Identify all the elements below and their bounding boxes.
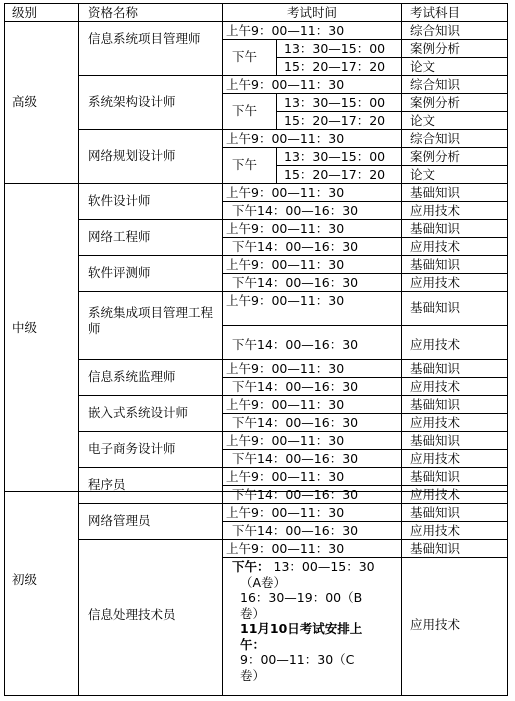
time-morning: 上午9：00—11：30 bbox=[226, 77, 345, 92]
subject-applied: 应用技术 bbox=[410, 415, 461, 430]
qualification-divider bbox=[78, 255, 508, 256]
time-morning: 上午9：00—11：30 bbox=[226, 397, 345, 412]
row-divider bbox=[276, 57, 508, 58]
qualification-name: 网络规划设计师 bbox=[88, 148, 176, 163]
qualification-divider bbox=[78, 431, 508, 432]
time-morning: 上午9：00—11：30 bbox=[226, 293, 345, 308]
subject-applied: 应用技术 bbox=[410, 203, 461, 218]
level-senior: 高级 bbox=[12, 94, 38, 109]
time-morning: 上午9：00—11：30 bbox=[226, 257, 345, 272]
qualification-divider bbox=[78, 395, 508, 396]
time-afternoon: 下午14：00—16：30 bbox=[232, 487, 359, 502]
table-bottom-border bbox=[4, 695, 508, 696]
qualification-name: 系统架构设计师 bbox=[88, 94, 176, 109]
session-a-paper: （A卷） bbox=[240, 574, 287, 590]
session-c-time: 9：00—11：30（C bbox=[240, 652, 355, 667]
header-divider bbox=[4, 21, 508, 22]
subject-case: 案例分析 bbox=[410, 149, 461, 164]
subject-applied: 应用技术 bbox=[410, 451, 461, 466]
qualification-name: 软件评测师 bbox=[88, 265, 151, 280]
subject-essay: 论文 bbox=[410, 113, 436, 128]
time-afternoon: 下午14：00—16：30 bbox=[232, 337, 359, 352]
subject-case: 案例分析 bbox=[410, 95, 461, 110]
time-morning: 上午9：00—11：30 bbox=[226, 221, 345, 236]
time-morning: 上午9：00—11：30 bbox=[226, 433, 345, 448]
subject-basic: 基础知识 bbox=[410, 257, 461, 272]
qualification-name: 信息系统监理师 bbox=[88, 369, 176, 384]
special-schedule-cell bbox=[232, 559, 375, 683]
session-a-time: 13：00—15：30 bbox=[273, 559, 375, 574]
qualification-divider bbox=[78, 503, 508, 504]
time-morning: 上午9：00—11：30 bbox=[226, 185, 345, 200]
table-right-border bbox=[507, 3, 508, 696]
session-b-paper: 卷） bbox=[240, 605, 266, 621]
row-divider bbox=[222, 485, 508, 486]
exam-schedule-table bbox=[4, 3, 507, 695]
subject-applied: 应用技术 bbox=[410, 379, 461, 394]
level-divider bbox=[4, 183, 508, 184]
special-line-7 bbox=[232, 652, 375, 668]
time-case: 13：30—15：00 bbox=[284, 41, 386, 56]
nov10-arrangement: 11月10日考试安排上 bbox=[240, 621, 363, 636]
subject-case: 案例分析 bbox=[410, 41, 461, 56]
subject-basic: 基础知识 bbox=[410, 505, 461, 520]
special-line-5 bbox=[232, 621, 375, 637]
level-intermediate: 中级 bbox=[12, 320, 38, 335]
header-time: 考试时间 bbox=[287, 5, 338, 20]
time-afternoon: 下午14：00—16：30 bbox=[232, 523, 359, 538]
row-divider bbox=[222, 93, 508, 94]
afternoon-subdivider bbox=[276, 93, 277, 130]
special-line-1 bbox=[232, 559, 375, 575]
subject-basic: 基础知识 bbox=[410, 397, 461, 412]
afternoon-subdivider bbox=[276, 39, 277, 76]
qualification-name: 程序员 bbox=[88, 477, 126, 492]
row-divider bbox=[222, 237, 508, 238]
time-afternoon: 下午14：00—16：30 bbox=[232, 203, 359, 218]
subject-basic: 基础知识 bbox=[410, 300, 461, 315]
time-morning: 上午9：00—11：30 bbox=[226, 541, 345, 556]
header-qualification: 资格名称 bbox=[88, 5, 139, 20]
qualification-divider bbox=[78, 291, 508, 292]
time-afternoon-label: 下午 bbox=[232, 49, 258, 64]
time-essay: 15：20—17：20 bbox=[284, 113, 386, 128]
time-afternoon-label: 下午 bbox=[232, 103, 258, 118]
row-divider bbox=[222, 521, 508, 522]
subject-applied: 应用技术 bbox=[410, 239, 461, 254]
level-junior: 初级 bbox=[12, 572, 38, 587]
time-afternoon-label: 下午 bbox=[232, 157, 258, 172]
session-c-paper: 卷） bbox=[240, 667, 266, 683]
subject-basic: 基础知识 bbox=[410, 433, 461, 448]
qualification-divider bbox=[78, 75, 508, 76]
qualification-divider bbox=[78, 359, 508, 360]
row-divider bbox=[276, 111, 508, 112]
qualification-name: 系统集成项目管理工程师 bbox=[88, 305, 214, 336]
qualification-divider bbox=[78, 467, 508, 468]
header-subject: 考试科目 bbox=[410, 5, 461, 20]
header-level: 级别 bbox=[12, 5, 38, 20]
row-divider bbox=[222, 377, 508, 378]
column-divider bbox=[401, 3, 402, 696]
subject-comprehensive: 综合知识 bbox=[410, 23, 461, 38]
session-b-time: 16：30—19：00（B bbox=[240, 590, 363, 605]
subject-essay: 论文 bbox=[410, 59, 436, 74]
subject-applied: 应用技术 bbox=[410, 487, 461, 502]
special-line-8 bbox=[232, 668, 375, 684]
time-afternoon: 下午14：00—16：30 bbox=[232, 239, 359, 254]
row-divider bbox=[222, 325, 508, 326]
subject-basic: 基础知识 bbox=[410, 221, 461, 236]
table-top-border bbox=[4, 3, 508, 4]
subject-basic: 基础知识 bbox=[410, 185, 461, 200]
qualification-divider bbox=[78, 539, 508, 540]
special-line-4 bbox=[232, 606, 375, 622]
subject-applied: 应用技术 bbox=[410, 523, 461, 538]
qualification-name: 信息处理技术员 bbox=[88, 607, 176, 622]
row-divider bbox=[222, 557, 508, 558]
row-divider bbox=[222, 449, 508, 450]
qualification-name: 电子商务设计师 bbox=[88, 441, 176, 456]
qualification-divider bbox=[78, 129, 508, 130]
qualification-name: 信息系统项目管理师 bbox=[88, 31, 201, 46]
time-afternoon: 下午14：00—16：30 bbox=[232, 451, 359, 466]
time-morning: 上午9：00—11：30 bbox=[226, 361, 345, 376]
afternoon-subdivider bbox=[276, 147, 277, 184]
time-essay: 15：20—17：20 bbox=[284, 167, 386, 182]
time-case: 13：30—15：00 bbox=[284, 149, 386, 164]
subject-basic: 基础知识 bbox=[410, 469, 461, 484]
subject-applied: 应用技术 bbox=[410, 617, 461, 632]
subject-basic: 基础知识 bbox=[410, 361, 461, 376]
qualification-name: 嵌入式系统设计师 bbox=[88, 405, 189, 420]
row-divider bbox=[222, 201, 508, 202]
row-divider bbox=[222, 39, 508, 40]
row-divider bbox=[222, 413, 508, 414]
special-line-3 bbox=[232, 590, 375, 606]
time-afternoon: 下午14：00—16：30 bbox=[232, 415, 359, 430]
row-divider bbox=[276, 165, 508, 166]
column-divider bbox=[222, 3, 223, 696]
time-morning: 上午9：00—11：30 bbox=[226, 469, 345, 484]
qualification-name: 网络工程师 bbox=[88, 229, 151, 244]
subject-comprehensive: 综合知识 bbox=[410, 77, 461, 92]
time-afternoon: 下午14：00—16：30 bbox=[232, 275, 359, 290]
afternoon-bold-label: 下午： bbox=[232, 559, 270, 574]
nov10-morning: 午： bbox=[240, 636, 266, 652]
qualification-divider bbox=[78, 219, 508, 220]
subject-basic: 基础知识 bbox=[410, 541, 461, 556]
special-line-2 bbox=[232, 575, 375, 591]
table-left-border bbox=[4, 3, 5, 696]
time-afternoon: 下午14：00—16：30 bbox=[232, 379, 359, 394]
special-line-6 bbox=[232, 637, 375, 653]
column-divider bbox=[78, 3, 79, 696]
row-divider bbox=[222, 147, 508, 148]
subject-applied: 应用技术 bbox=[410, 337, 461, 352]
time-case: 13：30—15：00 bbox=[284, 95, 386, 110]
subject-applied: 应用技术 bbox=[410, 275, 461, 290]
subject-comprehensive: 综合知识 bbox=[410, 131, 461, 146]
subject-essay: 论文 bbox=[410, 167, 436, 182]
time-essay: 15：20—17：20 bbox=[284, 59, 386, 74]
qualification-name: 网络管理员 bbox=[88, 513, 151, 528]
time-morning: 上午9：00—11：30 bbox=[226, 505, 345, 520]
row-divider bbox=[222, 273, 508, 274]
time-morning: 上午9：00—11：30 bbox=[226, 131, 345, 146]
qualification-name: 软件设计师 bbox=[88, 193, 151, 208]
time-morning: 上午9：00—11：30 bbox=[226, 23, 345, 38]
